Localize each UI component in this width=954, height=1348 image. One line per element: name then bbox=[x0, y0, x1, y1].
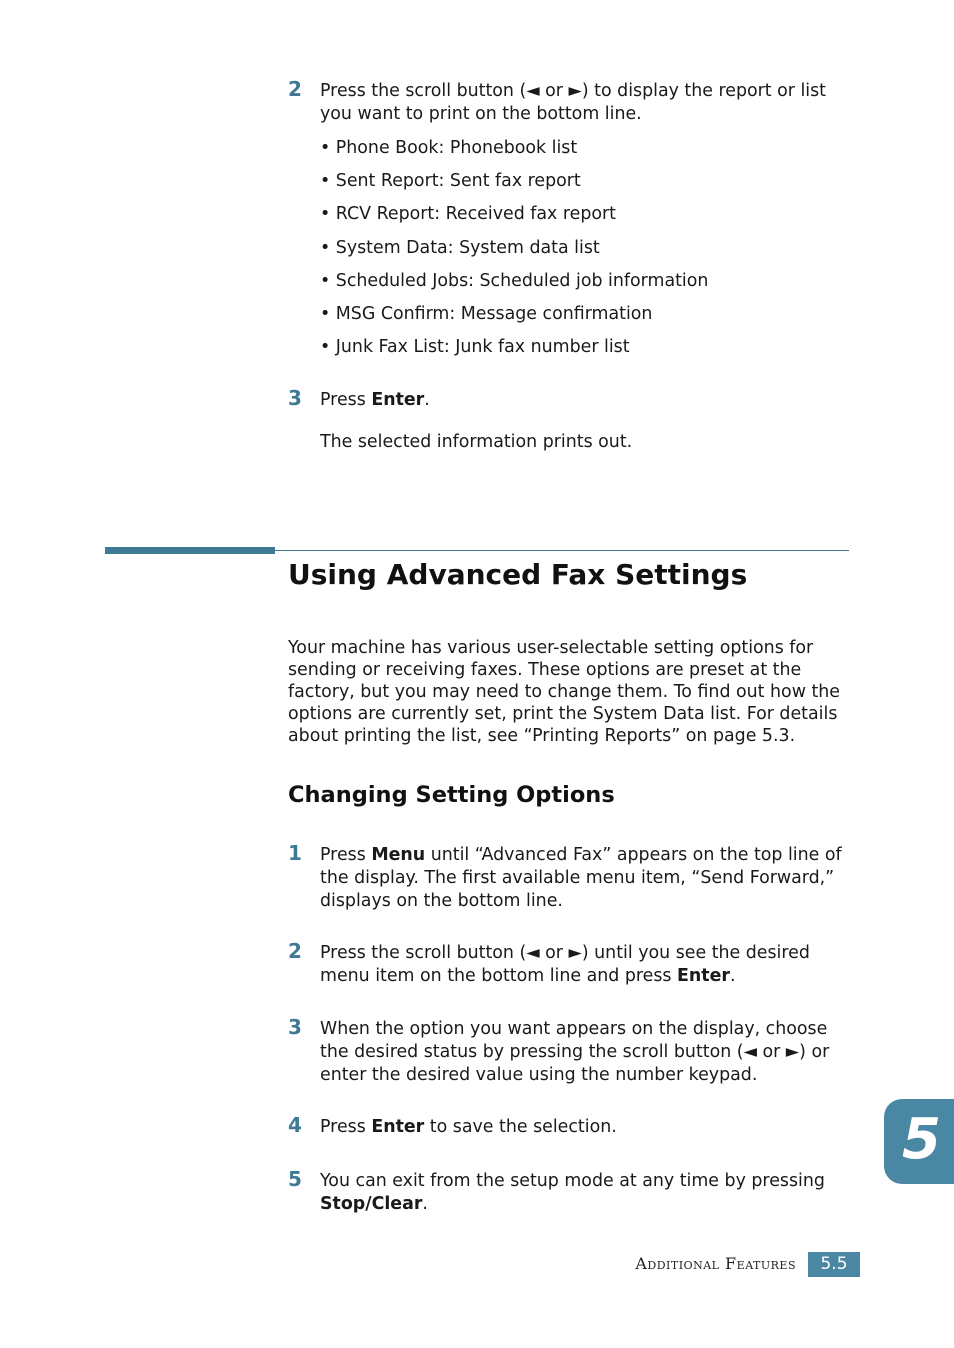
step-text: Press Enter. bbox=[320, 390, 430, 410]
step-number: 2 bbox=[288, 939, 302, 963]
chapter-tab bbox=[884, 1099, 954, 1184]
page-number: 5.5 bbox=[808, 1252, 860, 1277]
list-item: • System Data: System data list bbox=[320, 238, 600, 258]
section-title: Using Advanced Fax Settings bbox=[288, 558, 748, 591]
step-text: Press Enter to save the selection. bbox=[320, 1117, 617, 1137]
step-text: When the option you want appears on the display, choose the desired status by pressing the scroll button (◄ or ►) or enter the desired value using the number keypad. bbox=[320, 1019, 830, 1085]
footer-section-name: Additional Features bbox=[635, 1254, 796, 1273]
step-note: The selected information prints out. bbox=[320, 432, 633, 452]
list-item: • RCV Report: Received fax report bbox=[320, 204, 616, 224]
chapter-number: 5 bbox=[902, 1107, 941, 1172]
step-number: 1 bbox=[288, 841, 302, 865]
step-number: 3 bbox=[288, 1015, 302, 1039]
subsection-title: Changing Setting Options bbox=[288, 782, 615, 808]
list-item: • MSG Confirm: Message confirmation bbox=[320, 304, 653, 324]
list-item: • Phone Book: Phonebook list bbox=[320, 138, 578, 158]
step-number: 3 bbox=[288, 386, 302, 410]
step-number: 4 bbox=[288, 1113, 302, 1137]
step-number: 5 bbox=[288, 1167, 302, 1191]
step-text: Press the scroll button (◄ or ►) until you see the desired menu item on the bottom line and press Enter. bbox=[320, 943, 810, 986]
step-text: Press Menu until “Advanced Fax” appears on the top line of the display. The first available menu item, “Send Forward,” displays on the bottom line. bbox=[320, 845, 842, 911]
section-rule-thin bbox=[275, 550, 849, 551]
list-item: • Junk Fax List: Junk fax number list bbox=[320, 337, 630, 357]
list-item: • Scheduled Jobs: Scheduled job information bbox=[320, 271, 709, 291]
step-text: Press the scroll button (◄ or ►) to display the report or list you want to print on the bottom line. bbox=[320, 81, 827, 124]
step-number: 2 bbox=[288, 77, 302, 101]
section-intro: Your machine has various user-selectable setting options for sending or receiving faxes. These options are preset at the factory, but you may need to change them. To find out how the options are currently set, print the System Data list. For details about printing the list, see “Printing Reports” on page 5.3. bbox=[288, 638, 840, 746]
section-rule-thick bbox=[105, 547, 275, 554]
list-item: • Sent Report: Sent fax report bbox=[320, 171, 581, 191]
step-text: You can exit from the setup mode at any time by pressing Stop/Clear. bbox=[320, 1171, 825, 1214]
